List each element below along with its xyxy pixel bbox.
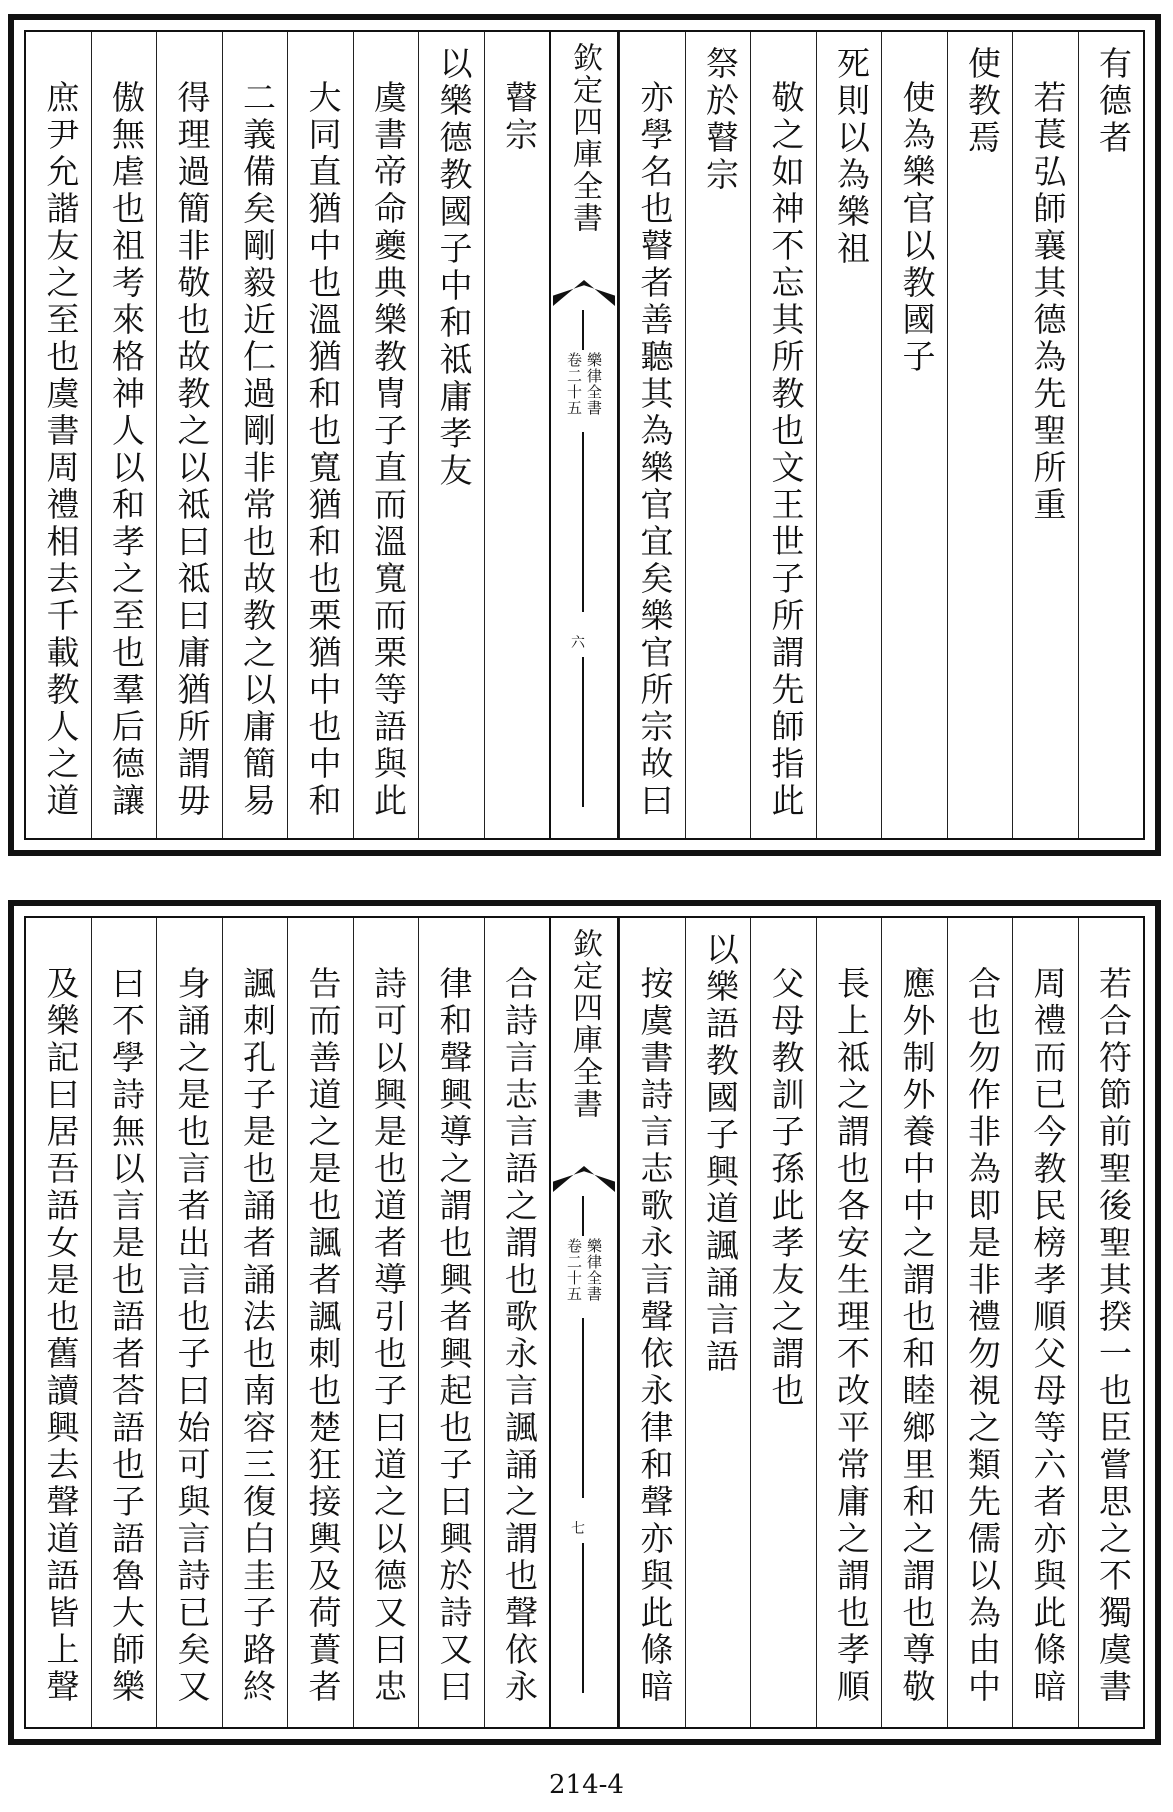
text-column: 傲無虐也祖考來格神人以和孝之至也羣后德讓 [91,32,157,838]
text-column: 亦學名也瞽者善聽其為樂官宜矣樂官所宗故曰 [619,32,685,838]
text-column: 瞽宗 [484,32,550,838]
text-column: 合詩言志言語之謂也歌永言諷誦之謂也聲依永 [484,918,550,1727]
text-column: 父母教訓子孫此孝友之謂也 [750,918,816,1727]
fishtail-mark [553,280,615,306]
collection-title: 欽定四庫全書 [567,42,602,234]
volume-label: 卷二十五 [565,352,583,416]
text-column: 合也勿作非為即是非禮勿視之類先儒以為由中 [947,918,1013,1727]
collection-title: 欽定四庫全書 [567,928,602,1120]
text-column: 敬之如神不忘其所教也文王世子所謂先師指此 [750,32,816,838]
text-column: 若萇弘師襄其德為先聖所重 [1012,32,1078,838]
leaf-number: 七 [571,1521,585,1537]
text-column: 若合符節前聖後聖其揆一也臣嘗思之不獨虞書 [1078,918,1144,1727]
text-column: 告而善道之是也諷者諷刺也楚狂接輿及荷蕢者 [287,918,353,1727]
margin-rule [582,657,584,807]
book-title: 樂律全書 [585,1238,603,1302]
text-column: 以樂語教國子興道諷誦言語 [685,918,751,1727]
text-column: 及樂記曰居吾語女是也舊讀興去聲道語皆上聲 [41,966,81,1706]
bottom-page-frame [8,900,1161,1745]
text-column: 長上祗之謂也各安生理不改平常庸之謂也孝順 [816,918,882,1727]
top-page-frame [8,14,1161,856]
text-column: 得理過簡非敬也故教之以祗曰祗曰庸猶所謂毋 [156,32,222,838]
margin-rule [582,1196,584,1236]
fishtail-mark [553,1166,615,1192]
page-number-footer: 214-4 [549,1770,624,1800]
bottom-page-body [24,916,1145,1729]
text-column: 身誦之是也言者出言也子曰始可與言詩已矣又 [156,918,222,1727]
text-column: 使為樂官以教國子 [881,32,947,838]
center-margin [549,32,619,838]
text-column: 使教焉 [947,32,1013,838]
volume-label: 卷二十五 [565,1238,583,1302]
text-column: 曰不學詩無以言是也語者荅語也子語魯大師樂 [91,918,157,1727]
text-column: 有德者 [1078,32,1144,838]
text-column: 大同直猶中也溫猶和也寬猶和也栗猶中也中和 [287,32,353,838]
margin-rule [582,310,584,350]
center-margin [549,918,619,1727]
text-column: 祭於瞽宗 [685,32,751,838]
text-column: 以樂德教國子中和祗庸孝友 [418,32,484,838]
text-column: 庶尹允諧友之至也虞書周禮相去千載教人之道 [41,80,81,820]
top-page-body [24,30,1145,840]
text-column: 虞書帝命夔典樂教冑子直而溫寬而栗等語與此 [353,32,419,838]
leaf-number: 六 [571,635,585,651]
text-column: 詩可以興是也道者導引也子曰道之以德又曰忠 [353,918,419,1727]
margin-rule [582,1543,584,1693]
text-column: 應外制外養中中之謂也和睦鄉里和之謂也尊敬 [881,918,947,1727]
text-column: 死則以為樂祖 [816,32,882,838]
text-column: 二義備矣剛毅近仁過剛非常也故教之以庸簡易 [222,32,288,838]
text-column: 周禮而已今教民榜孝順父母等六者亦與此條暗 [1012,918,1078,1727]
margin-rule [582,432,584,612]
text-column: 按虞書詩言志歌永言聲依永律和聲亦與此條暗 [619,918,685,1727]
text-column: 諷刺孔子是也誦者誦法也南容三復白圭子路終 [222,918,288,1727]
text-column: 律和聲興導之謂也興者興起也子曰興於詩又曰 [418,918,484,1727]
margin-rule [582,1318,584,1498]
book-title: 樂律全書 [585,352,603,416]
